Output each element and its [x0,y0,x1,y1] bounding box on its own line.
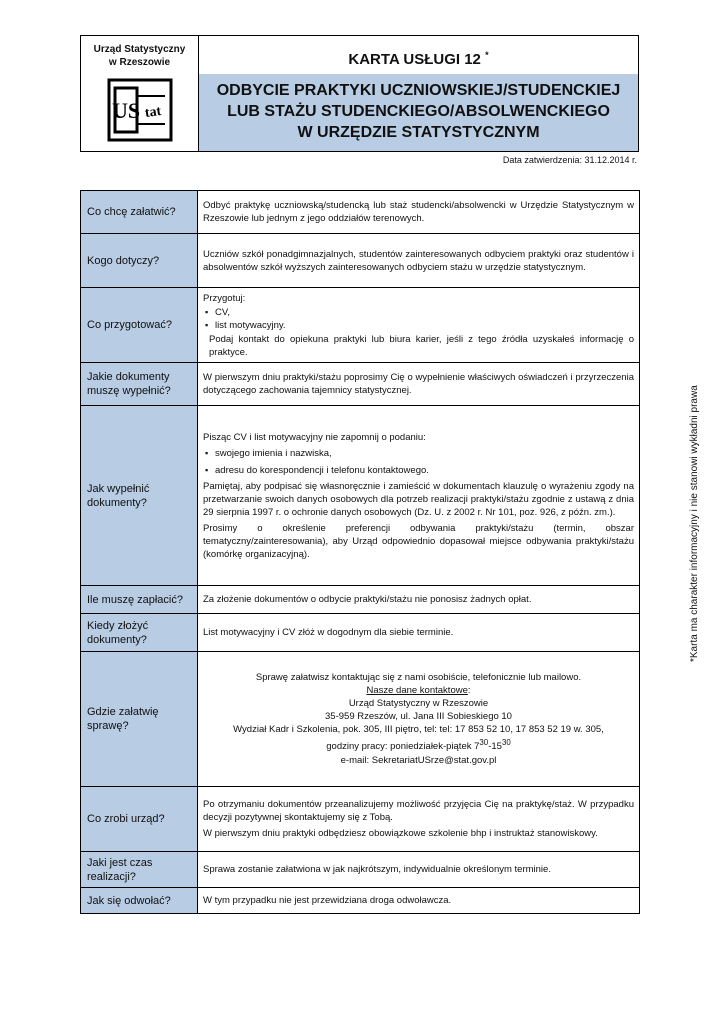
answer-cell: Za złożenie dokumentów o odbycie praktyki/stażu nie ponosisz żadnych opłat. [198,586,640,614]
contact-label-colon: : [467,685,471,697]
bullet-list [203,447,634,477]
answer-text: Podaj kontakt do opiekuna praktyki lub biura karier, jeśli z tego źródła uzyskałeś informację o praktyce. [209,333,634,358]
answer-cell: Uczniów szkół ponadgimnazjalnych, studentów zainteresowanych odbyciem praktyki oraz studentów i absolwentów szkół wyższych zainteresowanych odbyciem stażu w urzędzie statystycznym. [198,234,640,288]
answer-cell: W tym przypadku nie jest przewidziana droga odwoławcza. [198,888,640,914]
ustat-logo [107,78,173,142]
table-row [81,363,640,406]
answer-text: W pierwszym dniu praktyki odbędziesz obowiązkowe szkolenie bhp i instruktaż stanowiskowy. [203,828,598,839]
question-cell: Co przygotować? [81,288,198,363]
answer-text: Pamiętaj, aby podpisać się własnoręcznie i zamieścić w dokumentach klauzulę o wyrażeniu zgody na przetwarzanie swoich danych osobowych dla potrzeb realizacji praktyki/stażu zgodnie z ustawą z dnia 29 sierpnia 1997 r. o ochronie danych osobowych (Dz. U. z 2002 r. Nr 101, poz. 926, z późn. zm.). [203,480,634,518]
table-row [81,787,640,852]
answer-cell [198,787,640,852]
answer-cell: Odbyć praktykę uczniowską/studencką lub staż studencki/absolwencki w Urzędzie Statystycznym w Rzeszowie lub jednym z jego oddziałów terenowych. [198,191,640,234]
answer-text: Po otrzymaniu dokumentów przeanalizujemy możliwość przyjęcia Cię na praktykę/staż. W przypadku decyzji pozytywnej skontaktujemy się z Tobą. [203,799,634,823]
contact-label-text: Nasze dane kontaktowe [366,685,468,697]
office-name [81,43,198,69]
list-item: ▪ swojego imienia i nazwiska, [203,447,634,460]
question-cell: Kiedy złożyć dokumenty? [81,614,198,652]
question-cell: Ile muszę zapłacić? [81,586,198,614]
service-title [199,74,638,151]
table-row [81,191,640,234]
answer-text: Sprawę załatwisz kontaktując się z nami osobiście, telefonicznie lub mailowo. [255,672,582,684]
hours-mid: -15 [488,741,502,753]
karta-mark: * [485,50,489,60]
svg-text:tat: tat [143,103,163,122]
disclaimer-note: *Karta ma charakter informacyjny i nie stanowi wykładni prawa [689,385,700,662]
title-line1: ODBYCIE PRAKTYKI UCZNIOWSKIEJ/STUDENCKIEJ [216,82,621,99]
table-row [81,652,640,787]
office-cell [81,36,199,151]
question-cell: Kogo dotyczy? [81,234,198,288]
question-cell: Jak wypełnić dokumenty? [81,406,198,586]
hours-sup: 30 [501,738,511,748]
header-box [80,35,639,152]
list-item: ▪ adresu do korespondencji i telefonu kontaktowego. [203,464,634,477]
question-cell: Jak się odwołać? [81,888,198,914]
title-line3: W URZĘDZIE STATYSTYCZNYM [297,124,540,141]
table-row [81,234,640,288]
table-row [81,288,640,363]
answer-cell [198,288,640,363]
answer-cell [198,406,640,586]
table-row [81,586,640,614]
department-phone: Wydział Kadr i Szkolenia, pok. 305, III piętro, tel: tel: 17 853 52 10, 17 853 52 19 w. 305, [233,724,604,736]
contact-label [203,684,634,697]
service-card-number [199,36,638,75]
list-item: ▪ list motywacyjny. [203,319,634,332]
svg-text:US: US [111,98,141,123]
answer-text: Pisząc CV i list motywacyjny nie zapomnij o podaniu: [203,431,426,443]
question-cell: Co chcę załatwić? [81,191,198,234]
answer-cell: W pierwszym dniu praktyki/stażu poprosimy Cię o wypełnienie właściwych oświadczeń i przyrzeczenia dotyczącego zachowania tajemnicy statystycznej. [198,363,640,406]
bullet-list [203,306,634,332]
list-item: ▪ CV, [203,306,634,319]
office-full-name: Urząd Statystyczny w Rzeszowie [348,698,489,710]
office-line1: Urząd Statystyczny [93,44,186,55]
question-cell: Gdzie załatwię sprawę? [81,652,198,787]
answer-cell [198,652,640,787]
answer-cell: Sprawa zostanie załatwiona w jak najkrótszym, indywidualnie określonym terminie. [198,852,640,888]
office-address: 35-959 Rzeszów, ul. Jana III Sobieskiego 10 [325,711,512,723]
table-row [81,614,640,652]
title-line2: LUB STAŻU STUDENCKIEGO/ABSOLWENCKIEGO [227,103,610,120]
working-hours [203,736,634,753]
answer-text: Prosimy o określenie preferencji odbywania praktyki/stażu (termin, obszar tematyczny/zainteresowania), aby Urząd odpowiednio dopasował miejsce odbywania praktyki/stażu (komórkę organizacyjną). [203,522,634,560]
answer-text: Przygotuj: [203,292,246,304]
service-table [80,190,640,914]
hours-sup: 30 [479,738,489,748]
hours-prefix: godziny pracy: poniedziałek-piątek 7 [326,741,480,753]
karta-label: KARTA USŁUGI 12 [348,51,481,68]
table-row [81,852,640,888]
approval-date: Data zatwierdzenia: 31.12.2014 r. [502,155,637,165]
office-email: e-mail: SekretariatUSrze@stat.gov.pl [340,754,497,766]
question-cell: Jakie dokumenty muszę wypełnić? [81,363,198,406]
table-row [81,406,640,586]
question-cell: Co zrobi urząd? [81,787,198,852]
table-row [81,888,640,914]
question-cell: Jaki jest czas realizacji? [81,852,198,888]
office-line2: w Rzeszowie [108,57,171,68]
answer-cell: List motywacyjny i CV złóż w dogodnym dla siebie terminie. [198,614,640,652]
